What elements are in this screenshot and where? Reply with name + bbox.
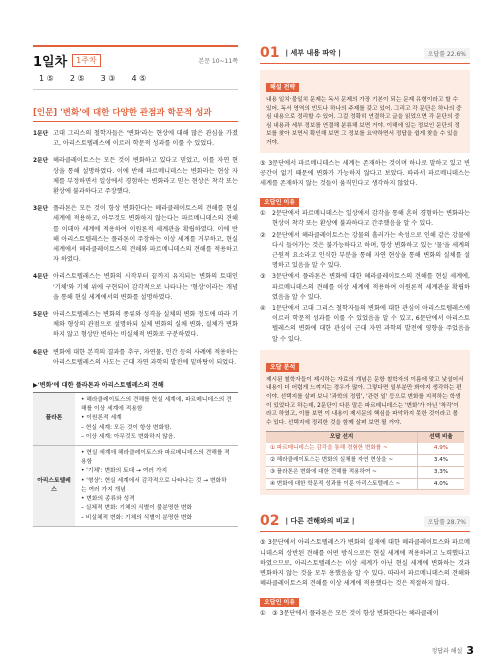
paragraph-text: 아리스토텔레스는 변화의 시작부터 끝까지 유지되는 변화의 토대인 '기체'와 기체 위에 구현되어 감각적으로 나타나는 '형상'이라는 개념을 통해 현실 세계에서의 변화를 설명하였다. [53, 273, 238, 301]
error-rate-badge: 오답률 22.6% [424, 48, 470, 59]
table-row-content [75, 393, 238, 445]
table-row [266, 479, 464, 491]
paragraph-text: 변화에 대한 본격의 결과를 추구, 자연물, 인간 등의 사례에 적용하는 아리스토텔레스의 사도는 근대 자연 과학의 발전에 밑바탕이 되었다. [53, 348, 238, 366]
day-label: 1일차 [33, 54, 68, 70]
paragraph-summary [33, 348, 238, 368]
table-row [266, 467, 464, 479]
correct-answer-explanation: ⑤ 3문단에서 아리스토텔레스가 변화의 실재에 대한 헤라클레이토스와 파르메니데스의 상반된 견해를 어떤 방식으로든 현실 세계에 적용하려고 노력했다고 하였으므로, 아리스토텔레스는 이상 세계가 아닌 현실 세계에 변화하는 것과 변화하지 않는 것을 모두 용했음을 알 수 있다. 따라서 파르메니데스의 견해와 헤라클레이토스의 견해를 이상 세계에 적용했다는 것은 적절하지 않다. [260, 539, 470, 588]
page-reference: 본문 10~11쪽 [198, 57, 238, 65]
wrong-reason-tag: 오답인 이유 [260, 198, 299, 207]
paragraph-summary [33, 310, 238, 341]
selection-rate-table [266, 431, 464, 490]
paragraph-number: 6문단 [33, 349, 49, 356]
paragraph-number: 1문단 [33, 131, 49, 137]
paragraph-summary [33, 272, 238, 303]
header-rule [33, 45, 238, 47]
strategy-tag: 해설 전략 [266, 83, 299, 92]
table-line: • 이원론적 세계 [81, 415, 122, 422]
comparison-table-title: ▶'변화'에 대한 플라톤과 아리스토텔레스의 견해 [33, 382, 164, 390]
wrong-option-explanation [260, 304, 470, 345]
rate-cell: 4.9% [417, 443, 464, 454]
option-number: ③ [260, 273, 266, 281]
paragraph-number: 3문단 [33, 206, 49, 213]
rate-cell: 3.4% [417, 455, 464, 466]
table-line: • 현실 세계에 헤라클레이토스와 파르메니데스의 견해를 적용함 [81, 450, 230, 466]
option-text: 3문단에서 플라톤은 변화에 대한 헤라클레이토스의 견해를 현실 세계에, 파르메니데스의 견해를 이상 세계에 적용하여 이원론적 세계관을 확립하였음을 알 수 있다. [272, 273, 470, 301]
table-row [33, 446, 238, 527]
day-header [33, 50, 238, 70]
option-text: ③ 3문단에서 플라톤은 모든 것이 항상 변화한다는 헤라클레이 [272, 610, 439, 618]
footer-label: 정답과 해설 [431, 648, 463, 655]
option-number: ① [260, 210, 266, 218]
option-cell: ② 헤라클레이토스는 변화의 실체를 자연 현상을 ~ [270, 456, 394, 463]
option-text: 1문단에서 고대 그리스 철학자들의 변화에 대한 관심이 아리스토텔레스에 이르러 학문적 성과를 이룰 수 있었음을 알 수 있고, 6문단에서 아리스토텔레스의 변화에 대한 관심이 근대 자연 과학의 발전에 영향을 주었음을 알 수 있다. [272, 305, 470, 343]
wrong-option-explanation [260, 609, 470, 619]
option-cell: ③ 플라톤은 변화에 대한 견해를 적용하여 ~ [270, 468, 377, 475]
comparison-table [33, 392, 238, 527]
wrong-option-explanation [260, 231, 470, 272]
question-type: | 다른 견해와의 비교 | [285, 517, 355, 526]
question-number: 02 [260, 513, 280, 530]
column-header: 선택 비율 [417, 432, 464, 443]
table-line: • '형상': 현실 세계에서 감각적으로 나타나는 것 → 변화하는 여러 가지 개념 [81, 477, 227, 493]
table-row-content [75, 446, 238, 526]
question-type: | 세부 내용 파악 | [285, 49, 341, 57]
paragraph-summary [33, 204, 238, 265]
page-footer [431, 644, 474, 657]
table-row [33, 393, 238, 446]
option-number: ④ [260, 305, 266, 312]
error-rate-badge: 오답률 28.7% [424, 516, 470, 527]
wrong-reason-tag: 오답인 이유 [260, 598, 299, 607]
table-row [266, 443, 464, 455]
paragraph-text: 아리스토텔레스는 변화의 종류와 성격을 실체의 변화 정도에 따라 기체와 형상의 관점으로 설명하되 실체 변화의 실체 변화, 실체가 변화하지 않고 형상만 변하는 비실체적 변화로 구분하였다. [53, 311, 238, 339]
paragraph-number: 2문단 [33, 158, 49, 165]
left-column [33, 45, 238, 527]
answer-summary [33, 70, 238, 90]
table-line: • 헤라클레이토스의 견해를 현실 세계에, 파르메니데스의 견해를 이상 세계에 적용함 [81, 397, 232, 413]
option-cell: ④ 변화에 대한 학문적 성과를 이룬 아리스토텔레스 ~ [270, 480, 401, 487]
table-line: – 이상 세계: 아무것도 변화하지 않음. [81, 433, 176, 440]
passage-title: [인문] '변화'에 대한 다양한 관점과 학문적 성과 [33, 108, 212, 118]
table-line: • '기체': 변화의 토대 → 여러 가지 [81, 468, 168, 475]
analysis-text: 제시된 철학자들이 제시하는 자료의 개념은 문항 철학자의 이름에 맞고 낯설어서 내용이 더 어렵게 느껴지는 경우가 많아. 그렇다면 일부분만 봐야지 생각하는 편이야. 선택지를 살펴 보니 '과학의 정립', '관련 일' 등으로 변화를 지적하는 학생이 있었다고 하는데, 2문단이 다른 말은 파르메니데스는 '변화'가 아닌 '착각'이라고 하였고, 이를 보면 이 내용이 제시문의 핵심을 파악하지 못한 것이라고 볼 수 있다. 선택지에 정리한 것을 함께 살펴 보면 될 거야. [266, 376, 464, 426]
answer-item: 3 ③ [100, 74, 116, 83]
strategy-box [260, 70, 470, 153]
answer-item: 1 ⑤ [39, 74, 54, 83]
paragraph-text: 헤라클레이토스는 모든 것이 변화하고 있다고 믿었고, 이를 자연 현상을 통해 설명하였다. 이에 반해 파르메니데스는 변화라는 현상 자체를 부정하면서 일상에서 경험하는 변화라고 믿는 현상은 착각 또는 환상에 불과하다고 주장했다. [53, 157, 238, 196]
paragraph-text: 고대 그리스의 철학자들은 '변화'라는 현상에 대해 많은 관심을 가졌고, 아리스토텔레스에 이르러 학문적 성과를 이룰 수 있었다. [53, 130, 238, 148]
rate-cell: 3.3% [417, 467, 464, 478]
option-text: 2문단에서 파르메니데스는 일상에서 감각을 통해 흔히 경험하는 변화라는 현상이 착각 또는 환상에 불과하다고 간주했음을 알 수 있다. [272, 210, 470, 228]
table-header [266, 432, 464, 443]
question-header [260, 513, 470, 532]
answer-item: 4 ⑤ [131, 74, 147, 83]
right-column [260, 45, 470, 620]
table-line: – 실체적 변화: 기체의 식별이 불분명한 변화 [81, 505, 193, 512]
table-line: – 현실 세계: 모든 것이 항상 변화함. [81, 424, 172, 431]
table-row-label: 아리스토텔레스 [33, 446, 75, 526]
question-number: 01 [260, 45, 280, 61]
option-number: ② [260, 231, 266, 239]
question-2-section [260, 513, 470, 619]
wrong-option-explanation [260, 209, 470, 229]
paragraph-summary [33, 129, 238, 149]
passage-rule [33, 121, 238, 122]
table-row-label: 플라톤 [33, 393, 75, 445]
question-header [260, 45, 470, 64]
wrong-option-explanation [260, 272, 470, 303]
paragraph-summary [33, 156, 238, 197]
analysis-tag: 오답 분석 [266, 363, 299, 372]
table-line: • 변화의 종류와 성격 [81, 496, 135, 503]
correct-answer-explanation: ⑤ 3문단에서 파르메니데스는 세계는 존재하는 것이며 하나로 말하고 있고 빈 공간이 없기 때문에 변화가 가능하지 않다고 보았다. 따라서 파르메니데스는 세계를 존재하지 않는 것들이 움직인다고 생각하지 않았다. [260, 159, 470, 187]
strategy-text: 내용 일치·불일치 문제는 독서 문제의 가장 기본이 되는 문제 유형이라고 할 수 있어. 독서 영역의 빈도나 하나의 주제를 갖고 있어. 그리고 각 문단은 하나의 중심 내용으로 정리할 수 있어. 그걸 정확히 연결하고 글을 읽었으면 각 문단의 중심 내용과 세부 정보를 연결해 분류해 보면 거야. 이해에 있는 정보인 문단의 정보를 찾아 보면서 확인해 보면 그 정보를 요약하면서 정답을 쉽게 찾을 수 있을 거야. [266, 97, 462, 146]
paragraph-text: 플라톤은 모든 것이 항상 변화한다는 헤라클레이토스의 견해를 현실 세계에 적용하고, 아무것도 변화하지 않는다는 파르메니데스의 견해를 이데아 세계에 적용하여 이원론적 세계관을 확립하였다. 이에 반해 아리스토텔레스는 플라톤이 주장하는 이상 세계를 거부하고, 현실 세계에서 헤라클레이토스의 견해와 파르메니데스의 견해를 적용하고자 하였다. [53, 205, 238, 264]
paragraph-number: 5문단 [33, 312, 49, 319]
paragraph-number: 4문단 [33, 274, 49, 281]
table-line: – 비실체적 변화: 기체의 식별이 분명한 변화 [81, 514, 193, 521]
page-number: 3 [466, 644, 474, 657]
option-number: ① [260, 610, 266, 618]
option-cell: ① 파르메니데스는 감각을 통해 경험한 변화를 ~ [270, 445, 388, 452]
week-badge: 1주차 [72, 54, 101, 67]
column-header: 오답 선지 [329, 434, 354, 441]
option-text: 2문단에서 헤라클레이토스는 강물의 흘러가는 속성으로 인해 같은 강물에 다시 들어가는 것은 불가능하다고 하며, 항상 변화하고 있는 '물'을 세계의 근원적 요소라고 인식한 부분을 통해 자연 현상을 통해 변화의 실체를 설명하고 있음을 알 수 있다. [272, 231, 470, 270]
error-analysis-box [260, 350, 470, 496]
table-row [266, 455, 464, 467]
answer-item: 2 ⑤ [69, 74, 85, 83]
rate-cell: 4.0% [417, 479, 464, 490]
